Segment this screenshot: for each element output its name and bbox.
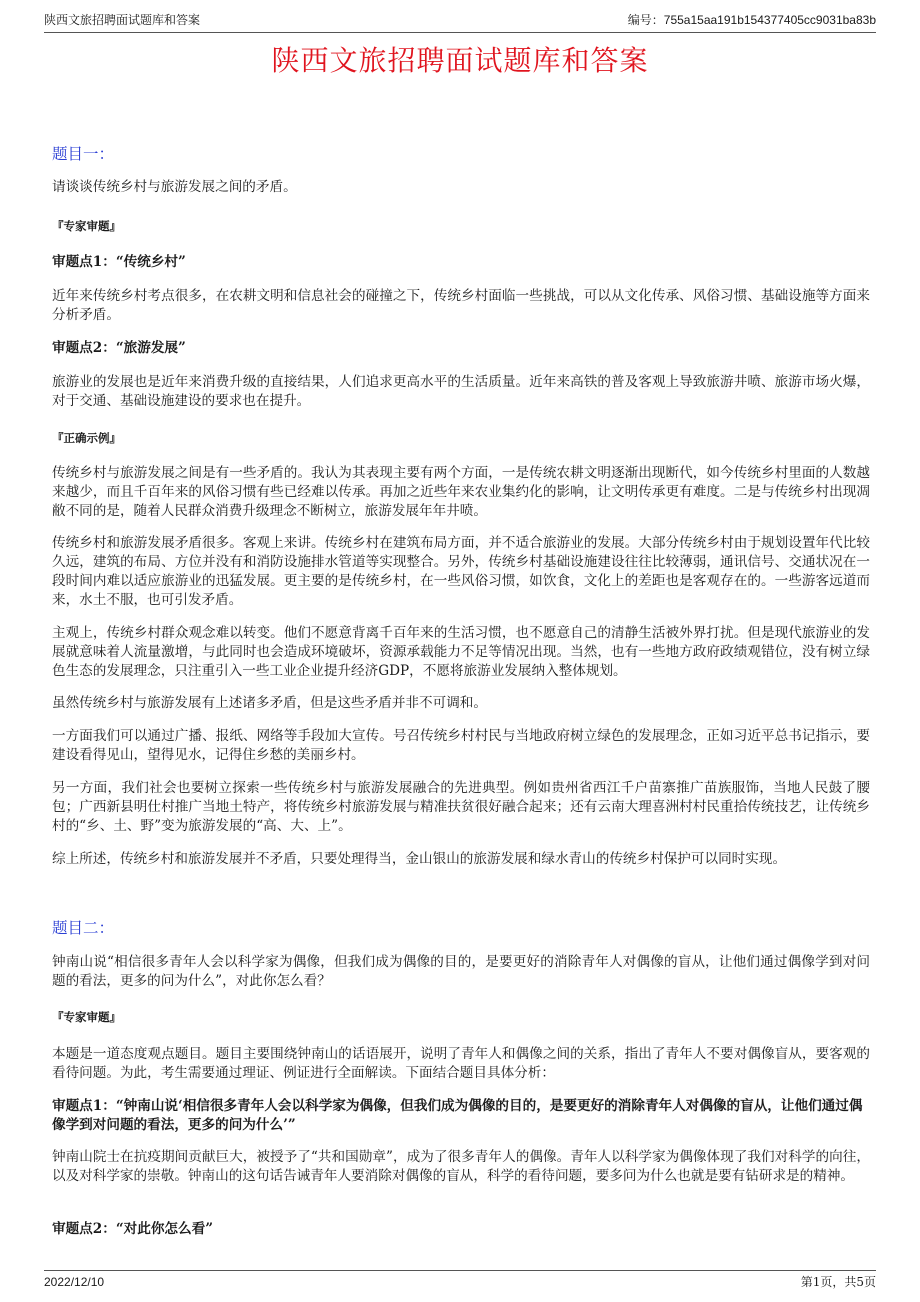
footer-page-number: 第1页，共5页 — [800, 1275, 876, 1289]
q2-review-point-2-title: 审题点2：“对此你怎么看” — [52, 1221, 214, 1237]
q1-correct-example-label: 『正确示例』 — [52, 431, 121, 445]
q1-review-point-2-title: 审题点2：“旅游发展” — [52, 340, 186, 356]
q1-example-paragraph: 主观上，传统乡村群众观念难以转变。他们不愿意背离千百年来的生活习惯，也不愿意自己的清静生活被外界打扰。但是现代旅游业的发展就意味着人流量激增，与此同时也会造成环境破坏，资源承载能力不足等情况出现。当然，也有一些地方政府政绩观错位，没有树立绿色生态的发展理念，只注重引入一些工业企业提升经济GDP，不愿将旅游业发展纳入整体规划。 — [52, 625, 870, 679]
page-header — [44, 10, 876, 33]
document-title: 陕西文旅招聘面试题库和答案 — [271, 44, 649, 77]
page-footer — [44, 1270, 876, 1293]
q2-review-point-1-text: 钟南山院士在抗疫期间贡献巨大，被授予了“共和国勋章”，成为了很多青年人的偶像。青年人以科学家为偶像体现了我们对科学的向往，以及对科学家的崇敬。钟南山的这句话告诫青年人要消除对偶像的盲从，科学的看待问题，要多问为什么也就是要有钻研求是的精神。 — [52, 1149, 870, 1184]
q1-example-paragraph: 另一方面，我们社会也要树立探索一些传统乡村与旅游发展融合的先进典型。例如贵州省西江千户苗寨推广苗族服饰，当地人民鼓了腰包；广西新县明仕村推广当地土特产，将传统乡村旅游发展与精准扶贫很好融合起来；还有云南大理喜洲村村民重拾传统技艺，让传统乡村的“乡、土、野”变为旅游发展的“高、大、上”。 — [52, 780, 870, 834]
q1-example-paragraph: 一方面我们可以通过广播、报纸、网络等手段加大宣传。号召传统乡村村民与当地政府树立绿色的发展理念，正如习近平总书记指示，要建设看得见山，望得见水，记得住乡愁的美丽乡村。 — [52, 728, 870, 763]
question-1-heading: 题目一： — [52, 145, 115, 163]
q1-example-paragraph: 传统乡村与旅游发展之间是有一些矛盾的。我认为其表现主要有两个方面，一是传统农耕文明逐渐出现断代，如今传统乡村里面的人数越来越少，而且千百年来的风俗习惯有些已经难以传承。再加之近些年来农业集约化的影响，让文明传承更有难度。二是与传统乡村出现凋敝不同的是，随着人民群众消费升级理念不断树立，旅游发展年年井喷。 — [52, 465, 870, 519]
question-1-text: 请谈谈传统乡村与旅游发展之间的矛盾。 — [52, 179, 297, 195]
q1-review-point-1-text: 近年来传统乡村考点很多，在农耕文明和信息社会的碰撞之下，传统乡村面临一些挑战，可以从文化传承、风俗习惯、基础设施等方面来分析矛盾。 — [52, 288, 870, 323]
q1-example-paragraph: 虽然传统乡村与旅游发展有上述诸多矛盾，但是这些矛盾并非不可调和。 — [52, 695, 487, 711]
q2-expert-review-label: 『专家审题』 — [52, 1010, 121, 1024]
footer-date: 2022/12/10 — [44, 1275, 105, 1289]
header-number-label: 编号： — [627, 13, 664, 27]
q1-example-paragraph: 综上所述，传统乡村和旅游发展并不矛盾，只要处理得当，金山银山的旅游发展和绿水青山的传统乡村保护可以同时实现。 — [52, 851, 787, 867]
q2-intro-text: 本题是一道态度观点题目。题目主要围绕钟南山的话语展开，说明了青年人和偶像之间的关系，指出了青年人不要对偶像盲从，要客观的看待问题。为此，考生需要通过理证、例证进行全面解读。下面结合题目具体分析： — [52, 1046, 870, 1081]
q1-review-point-1-title: 审题点1：“传统乡村” — [52, 254, 186, 270]
header-number-value: 755a15aa191b154377405cc9031ba83b — [663, 13, 876, 27]
q1-example-paragraph: 传统乡村和旅游发展矛盾很多。客观上来讲。传统乡村在建筑布局方面，并不适合旅游业的发展。大部分传统乡村由于规划设置年代比较久远，建筑的布局、方位并没有和消防设施排水管道等实现整合。另外，传统乡村基础设施建设往往比较薄弱，通讯信号、交通状况在一段时间内难以适应旅游业的迅猛发展。更主要的是传统乡村，在一些风俗习惯，如饮食，文化上的差距也是客观存在的。一些游客远道而来，水土不服，也可引发矛盾。 — [52, 535, 870, 608]
q1-review-point-2-text: 旅游业的发展也是近年来消费升级的直接结果，人们追求更高水平的生活质量。近年来高铁的普及客观上导致旅游井喷、旅游市场火爆，对于交通、基础设施建设的要求也在提升。 — [52, 374, 870, 409]
question-2-text: 钟南山说“相信很多青年人会以科学家为偶像，但我们成为偶像的目的，是要更好的消除青年人对偶像的盲从，让他们通过偶像学到对问题的看法，更多的问为什么”，对此你怎么看？ — [52, 954, 870, 989]
header-doc-number — [628, 10, 876, 32]
header-doc-title: 陕西文旅招聘面试题库和答案 — [44, 13, 201, 27]
question-2-heading: 题目二： — [52, 919, 115, 937]
q1-expert-review-label: 『专家审题』 — [52, 219, 121, 233]
q2-review-point-1-title: 审题点1：“钟南山说‘相信很多青年人会以科学家为偶像，但我们成为偶像的目的，是要更好的消除青年人对偶像的盲从，让他们通过偶像学到对问题的看法，更多的问为什么’” — [52, 1098, 863, 1133]
